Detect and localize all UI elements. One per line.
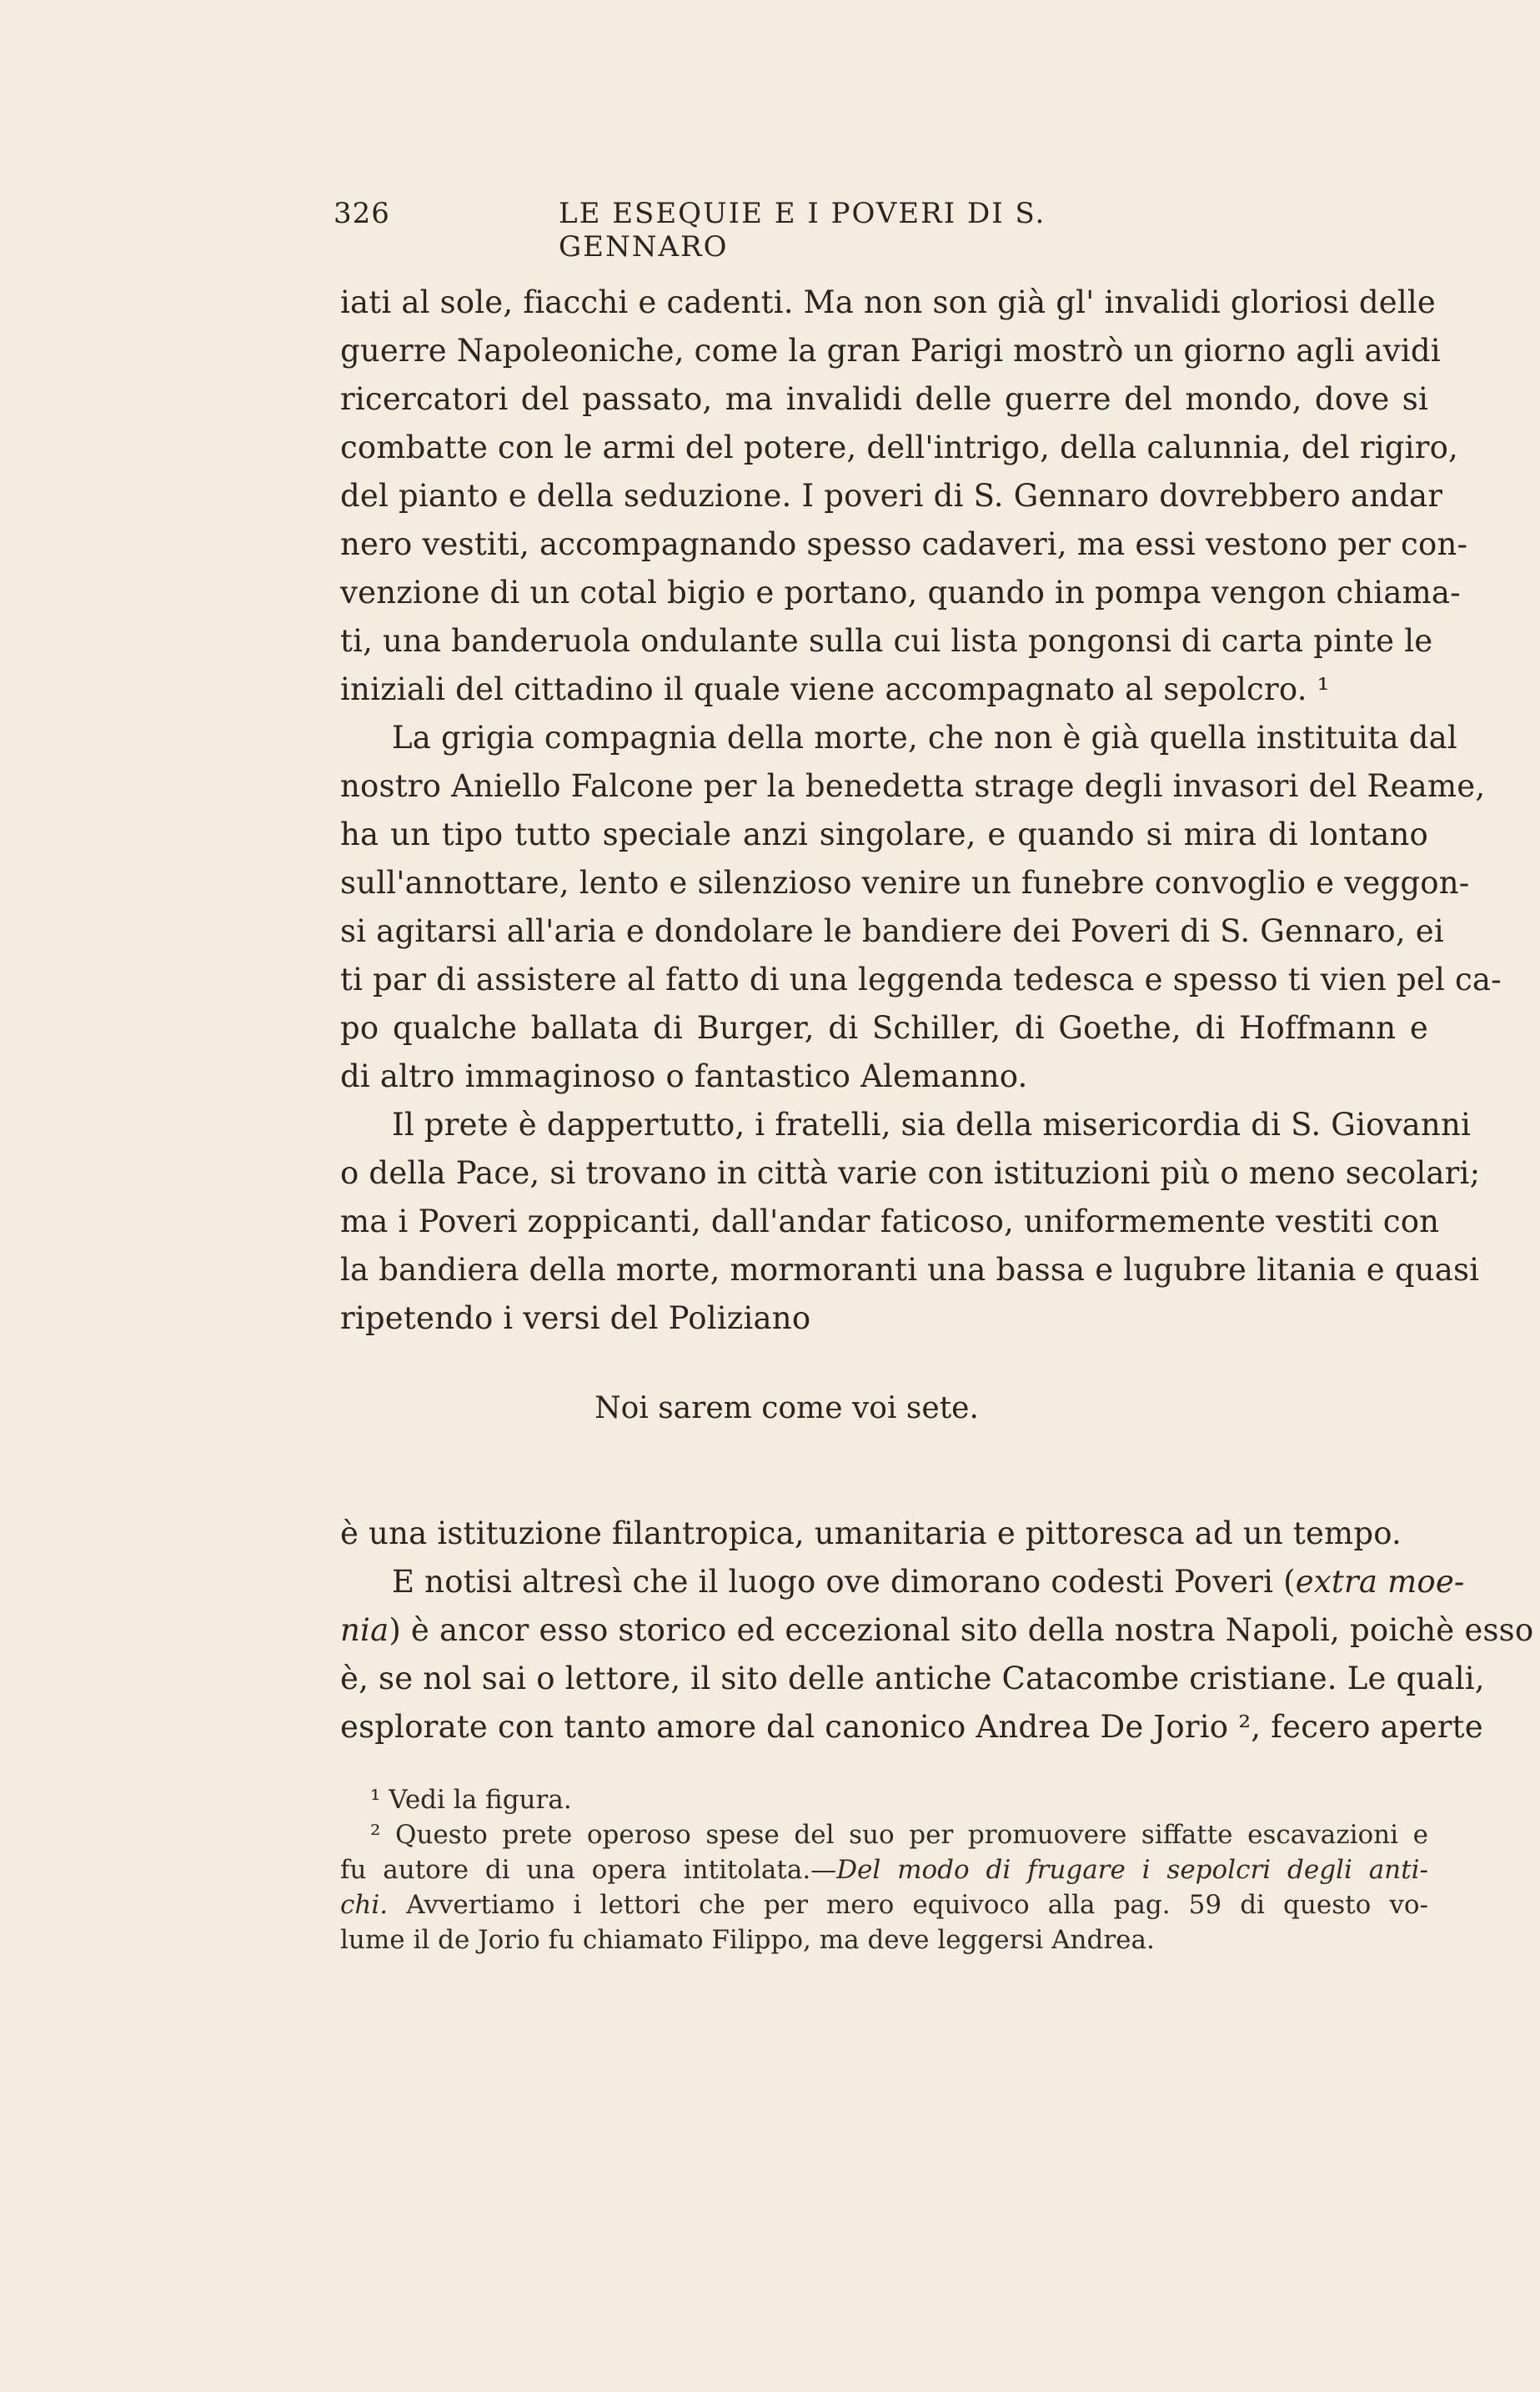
text-line: di altro immaginoso o fantastico Alemanno. <box>340 1058 1028 1094</box>
quoted-verse: Noi sarem come voi sete. <box>594 1391 979 1425</box>
text-line: venzione di un cotal bigio e portano, quando in pompa vengon chiama- <box>340 575 1461 611</box>
text-line: combatte con le armi del potere, dell'intrigo, della calunnia, del rigiro, <box>340 430 1459 465</box>
text-line: ripetendo i versi del Poliziano <box>340 1300 811 1336</box>
italic-fragment: Del modo di frugare i sepolcri degli anti- <box>836 1855 1428 1885</box>
text-line: del pianto e della seduzione. I poveri di S. Gennaro dovrebbero andar <box>340 478 1443 514</box>
paragraph-start: La grigia compagnia della morte, che non è già quella instituita dal <box>392 720 1457 756</box>
main-text <box>340 279 1502 1343</box>
footnote-1: ¹ Vedi la figura. <box>370 1785 572 1815</box>
text-line: iniziali del cittadino il quale viene accompagnato al sepolcro. ¹ <box>340 671 1330 707</box>
text-line: nero vestiti, accompagnando spesso cadaveri, ma essi vestono per con- <box>340 526 1468 562</box>
italic-fragment: nia <box>340 1612 389 1648</box>
text-line: po qualche ballata di Burger, di Schiller, di Goethe, di Hoffmann e <box>340 1010 1428 1046</box>
text-fragment: Avvertiamo i lettori che per mero equivoco alla pag. 59 di questo vo- <box>388 1890 1428 1920</box>
text-line: la bandiera della morte, mormoranti una bassa e lugubre litania e quasi <box>340 1252 1480 1288</box>
text-fragment: fu autore di una opera intitolata.— <box>340 1855 837 1885</box>
footnotes <box>340 1782 1428 1957</box>
text-line: guerre Napoleoniche, come la gran Parigi mostrò un giorno agli avidi <box>340 333 1441 369</box>
page-number: 326 <box>334 197 390 230</box>
text-line: nostro Aniello Falcone per la benedetta strage degli invasori del Reame, <box>340 768 1486 804</box>
text-line: sull'annottare, lento e silenzioso venire un funebre convoglio e veggon- <box>340 865 1470 901</box>
footnote-line <box>340 1887 1428 1922</box>
text-line: ha un tipo tutto speciale anzi singolare, e quando si mira di lontano <box>340 817 1428 852</box>
paragraph-start: Il prete è dappertutto, i fratelli, sia della misericordia di S. Giovanni <box>392 1107 1472 1143</box>
paragraph-start <box>340 1558 1465 1606</box>
running-title: LE ESEQUIE E I POVERI DI S. GENNARO <box>559 197 1046 264</box>
italic-fragment: chi. <box>340 1890 389 1920</box>
page-header <box>334 197 1201 264</box>
text-fragment: ) è ancor esso storico ed eccezional sito della nostra Napoli, poichè esso <box>389 1612 1534 1648</box>
italic-fragment: extra moe- <box>1295 1564 1465 1600</box>
text-line: ti, una banderuola ondulante sulla cui lista pongonsi di carta pinte le <box>340 623 1433 659</box>
text-line: o della Pace, si trovano in città varie con istituzioni più o meno secolari; <box>340 1155 1481 1191</box>
continued-text <box>340 1510 1534 1751</box>
text-line: ti par di assistere al fatto di una leggenda tedesca e spesso ti vien pel ca- <box>340 962 1502 998</box>
text-line: esplorate con tanto amore dal canonico Andrea De Jorio ², fecero aperte <box>340 1709 1483 1745</box>
text-line <box>340 1606 1534 1655</box>
text-line: iati al sole, fiacchi e cadenti. Ma non son già gl' invalidi gloriosi delle <box>340 284 1436 320</box>
text-line: ricercatori del passato, ma invalidi delle guerre del mondo, dove si <box>340 381 1428 417</box>
text-line: si agitarsi all'aria e dondolare le bandiere dei Poveri di S. Gennaro, ei <box>340 913 1444 949</box>
footnote-2: ² Questo prete operoso spese del suo per promuovere siffatte escavazioni e <box>370 1820 1428 1850</box>
footnote-line: lume il de Jorio fu chiamato Filippo, ma deve leggersi Andrea. <box>340 1925 1155 1955</box>
text-line: è, se nol sai o lettore, il sito delle antiche Catacombe cristiane. Le quali, <box>340 1661 1485 1696</box>
footnote-line <box>340 1852 1428 1887</box>
text-line: ma i Poveri zoppicanti, dall'andar faticoso, uniformemente vestiti con <box>340 1204 1440 1239</box>
text-line: è una istituzione filantropica, umanitaria e pittoresca ad un tempo. <box>340 1515 1402 1551</box>
text-fragment: E notisi altresì che il luogo ove dimorano codesti Poveri ( <box>392 1564 1296 1600</box>
